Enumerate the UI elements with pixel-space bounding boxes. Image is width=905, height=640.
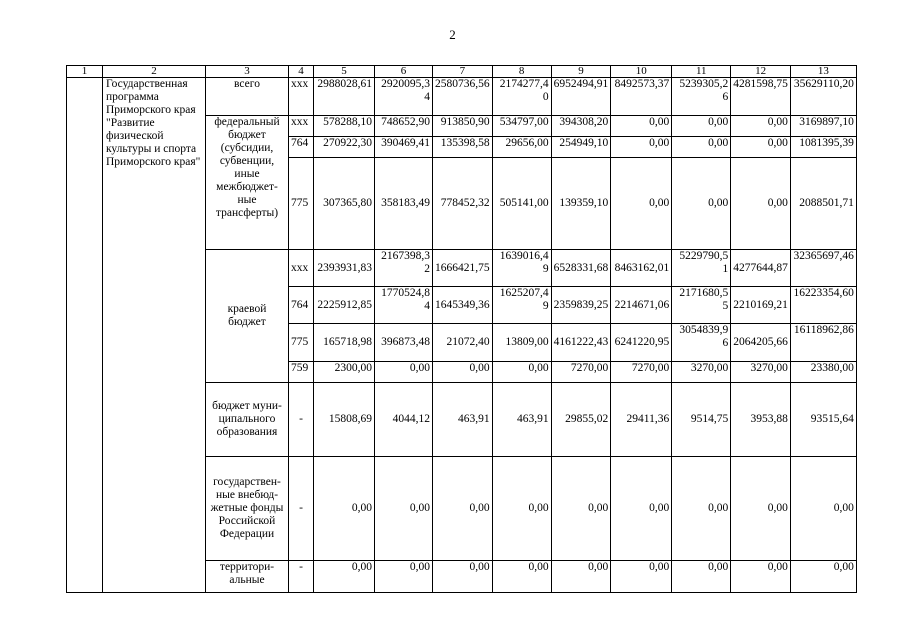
code-cell: - — [289, 561, 314, 593]
value-cell: 2174277,40 — [492, 78, 551, 116]
value-cell: 32365697,46 — [790, 250, 856, 287]
value-cell: 254949,10 — [551, 137, 611, 158]
header-cell: 6 — [375, 66, 433, 78]
code-cell: ххх — [289, 116, 314, 137]
value-cell: 2210169,21 — [731, 287, 791, 324]
value-cell: 4044,12 — [375, 383, 433, 457]
value-cell: 4277644,87 — [731, 250, 791, 287]
source-municipal: бюджет муни-ципального образования — [206, 383, 289, 457]
value-cell: 0,00 — [672, 137, 731, 158]
value-cell: 0,00 — [790, 457, 856, 561]
value-cell: 3270,00 — [731, 362, 791, 383]
header-cell: 5 — [314, 66, 375, 78]
value-cell: 0,00 — [672, 116, 731, 137]
value-cell: 9514,75 — [672, 383, 731, 457]
header-cell: 7 — [433, 66, 493, 78]
col1-cell — [67, 78, 103, 593]
value-cell: 2580736,56 — [433, 78, 493, 116]
value-cell: 2920095,34 — [375, 78, 433, 116]
header-cell: 2 — [103, 66, 206, 78]
value-cell: 23380,00 — [790, 362, 856, 383]
table-row — [67, 78, 857, 116]
source-total: всего — [206, 78, 289, 116]
value-cell: 5239305,26 — [672, 78, 731, 116]
value-cell: 29656,00 — [492, 137, 551, 158]
value-cell: 29855,02 — [551, 383, 611, 457]
program-name: Государственная программа Приморского края "Развитие физической культуры и спорта Приморского края" — [103, 78, 206, 593]
value-cell: 0,00 — [611, 116, 672, 137]
value-cell: 3953,88 — [731, 383, 791, 457]
code-cell: 764 — [289, 287, 314, 324]
value-cell: 0,00 — [731, 561, 791, 593]
value-cell: 0,00 — [731, 116, 791, 137]
value-cell: 0,00 — [731, 137, 791, 158]
value-cell: 1645349,36 — [433, 287, 493, 324]
value-cell: 7270,00 — [611, 362, 672, 383]
value-cell: 0,00 — [731, 457, 791, 561]
value-cell: 0,00 — [433, 561, 493, 593]
value-cell: 1081395,39 — [790, 137, 856, 158]
value-cell: 0,00 — [433, 362, 493, 383]
value-cell: 2988028,61 — [314, 78, 375, 116]
value-cell: 0,00 — [611, 137, 672, 158]
value-cell: 390469,41 — [375, 137, 433, 158]
value-cell: 1625207,49 — [492, 287, 551, 324]
value-cell: 0,00 — [492, 362, 551, 383]
value-cell: 2225912,85 — [314, 287, 375, 324]
value-cell: 3270,00 — [672, 362, 731, 383]
value-cell: 270922,30 — [314, 137, 375, 158]
value-cell: 358183,49 — [375, 158, 433, 250]
value-cell: 21072,40 — [433, 324, 493, 362]
value-cell: 0,00 — [314, 561, 375, 593]
value-cell: 2214671,06 — [611, 287, 672, 324]
value-cell: 1770524,84 — [375, 287, 433, 324]
code-cell: - — [289, 457, 314, 561]
value-cell: 0,00 — [551, 561, 611, 593]
value-cell: 394308,20 — [551, 116, 611, 137]
value-cell: 0,00 — [611, 561, 672, 593]
value-cell: 748652,90 — [375, 116, 433, 137]
value-cell: 0,00 — [492, 561, 551, 593]
value-cell: 0,00 — [375, 561, 433, 593]
value-cell: 505141,00 — [492, 158, 551, 250]
value-cell: 0,00 — [790, 561, 856, 593]
value-cell: 463,91 — [433, 383, 493, 457]
value-cell: 3169897,10 — [790, 116, 856, 137]
value-cell: 16223354,60 — [790, 287, 856, 324]
value-cell: 2300,00 — [314, 362, 375, 383]
header-cell: 12 — [731, 66, 791, 78]
value-cell: 0,00 — [314, 457, 375, 561]
header-cell: 10 — [611, 66, 672, 78]
value-cell: 35629110,20 — [790, 78, 856, 116]
source-regional: краевой бюджет — [206, 250, 289, 383]
value-cell: 0,00 — [611, 457, 672, 561]
value-cell: 2171680,55 — [672, 287, 731, 324]
value-cell: 0,00 — [433, 457, 493, 561]
value-cell: 6528331,68 — [551, 250, 611, 287]
value-cell: 3054839,96 — [672, 324, 731, 362]
value-cell: 2088501,71 — [790, 158, 856, 250]
value-cell: 534797,00 — [492, 116, 551, 137]
code-cell: 759 — [289, 362, 314, 383]
header-cell: 3 — [206, 66, 289, 78]
header-cell: 4 — [289, 66, 314, 78]
code-cell: ххх — [289, 78, 314, 116]
value-cell: 0,00 — [492, 457, 551, 561]
value-cell: 4161222,43 — [551, 324, 611, 362]
value-cell: 165718,98 — [314, 324, 375, 362]
value-cell: 307365,80 — [314, 158, 375, 250]
value-cell: 13809,00 — [492, 324, 551, 362]
budget-table — [66, 65, 857, 593]
value-cell: 93515,64 — [790, 383, 856, 457]
value-cell: 5229790,51 — [672, 250, 731, 287]
value-cell: 0,00 — [672, 561, 731, 593]
value-cell: 139359,10 — [551, 158, 611, 250]
value-cell: 2167398,32 — [375, 250, 433, 287]
page-number: 2 — [449, 27, 456, 42]
value-cell: 8492573,37 — [611, 78, 672, 116]
value-cell: 6952494,91 — [551, 78, 611, 116]
header-cell: 8 — [492, 66, 551, 78]
value-cell: 4281598,75 — [731, 78, 791, 116]
value-cell: 29411,36 — [611, 383, 672, 457]
value-cell: 913850,90 — [433, 116, 493, 137]
header-cell: 13 — [790, 66, 856, 78]
value-cell: 15808,69 — [314, 383, 375, 457]
value-cell: 0,00 — [551, 457, 611, 561]
value-cell: 578288,10 — [314, 116, 375, 137]
value-cell: 0,00 — [731, 158, 791, 250]
value-cell: 0,00 — [375, 457, 433, 561]
value-cell: 0,00 — [375, 362, 433, 383]
value-cell: 0,00 — [672, 457, 731, 561]
value-cell: 7270,00 — [551, 362, 611, 383]
value-cell: 1666421,75 — [433, 250, 493, 287]
value-cell: 135398,58 — [433, 137, 493, 158]
source-federal: федеральный бюджет (субсидии, субвенции, иные межбюджет-ные трансферты) — [206, 116, 289, 250]
code-cell: ххх — [289, 250, 314, 287]
header-cell: 9 — [551, 66, 611, 78]
header-cell: 1 — [67, 66, 103, 78]
value-cell: 6241220,95 — [611, 324, 672, 362]
source-offbudget: государствен-ные внебюд-жетные фонды Российской Федерации — [206, 457, 289, 561]
value-cell: 8463162,01 — [611, 250, 672, 287]
code-cell: 764 — [289, 137, 314, 158]
value-cell: 0,00 — [611, 158, 672, 250]
value-cell: 396873,48 — [375, 324, 433, 362]
value-cell: 16118962,86 — [790, 324, 856, 362]
header-cell: 11 — [672, 66, 731, 78]
value-cell: 2393931,83 — [314, 250, 375, 287]
value-cell: 1639016,49 — [492, 250, 551, 287]
code-cell: 775 — [289, 158, 314, 250]
value-cell: 463,91 — [492, 383, 551, 457]
code-cell: 775 — [289, 324, 314, 362]
code-cell: - — [289, 383, 314, 457]
source-territorial: территори-альные — [206, 561, 289, 593]
value-cell: 2064205,66 — [731, 324, 791, 362]
value-cell: 2359839,25 — [551, 287, 611, 324]
header-row — [67, 66, 857, 78]
value-cell: 0,00 — [672, 158, 731, 250]
value-cell: 778452,32 — [433, 158, 493, 250]
